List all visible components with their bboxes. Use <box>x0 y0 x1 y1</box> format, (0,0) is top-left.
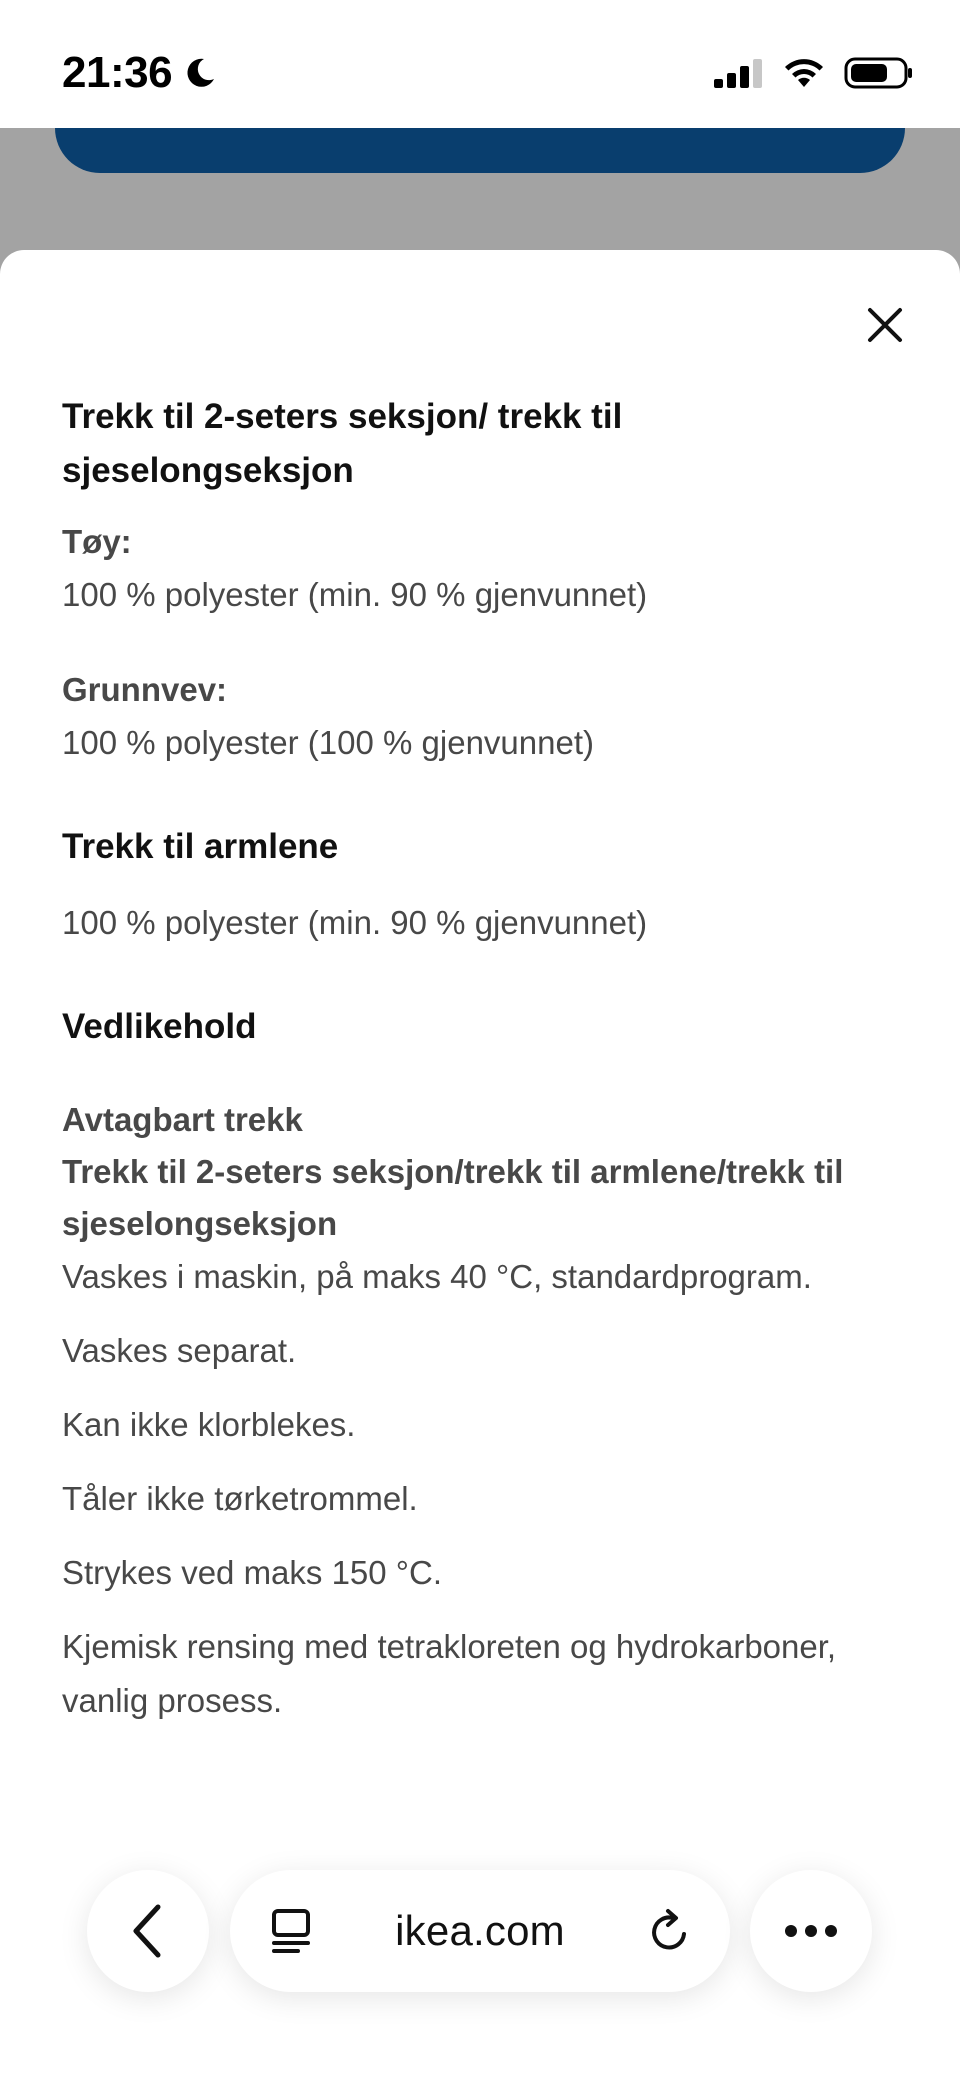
status-time-group <box>62 48 218 98</box>
status-icons <box>714 56 914 90</box>
armrest-value: 100 % polyester (min. 90 % gjenvunnet) <box>62 904 648 941</box>
armrest-heading: Trekk til armlene <box>62 827 339 866</box>
reload-icon[interactable] <box>646 1908 694 1961</box>
product-details-sheet <box>0 250 960 2079</box>
fabric-value: 100 % polyester (min. 90 % gjenvunnet) <box>62 576 648 613</box>
chevron-left-icon <box>128 1903 168 1959</box>
care-subheading-covers: Trekk til 2-seters seksjon/trekk til armlene/trekk til sjeselongseksjon <box>62 1153 844 1242</box>
care-item: Tåler ikke tørketrommel. <box>62 1480 418 1517</box>
more-button[interactable] <box>750 1870 872 1992</box>
fabric-label: Tøy: <box>62 523 132 560</box>
section-title: Trekk til 2-seters seksjon/ trekk til sjeselongseksjon <box>62 397 623 490</box>
care-item: Kan ikke klorblekes. <box>62 1406 356 1443</box>
reader-mode-icon[interactable] <box>270 1908 314 1959</box>
status-bar <box>0 0 960 128</box>
base-fabric-label: Grunnvev: <box>62 671 228 708</box>
moon-icon <box>182 55 218 91</box>
care-subheading-removable: Avtagbart trekk <box>62 1101 303 1138</box>
care-heading: Vedlikehold <box>62 1007 257 1046</box>
page-primary-button <box>55 128 905 173</box>
wifi-icon <box>782 57 826 89</box>
more-icon <box>784 1924 838 1938</box>
status-time: 21:36 <box>62 48 173 97</box>
back-button[interactable] <box>87 1870 209 1992</box>
care-item: Vaskes i maskin, på maks 40 °C, standardprogram. <box>62 1258 812 1295</box>
base-fabric-value: 100 % polyester (100 % gjenvunnet) <box>62 724 594 761</box>
sheet-content <box>62 390 902 1728</box>
browser-toolbar <box>0 1860 960 2079</box>
care-item: Kjemisk rensing med tetrakloreten og hydrokarboner, vanlig prosess. <box>62 1628 837 1719</box>
close-icon <box>867 307 903 343</box>
close-button[interactable] <box>850 290 920 360</box>
care-item: Strykes ved maks 150 °C. <box>62 1554 442 1591</box>
url-text[interactable]: ikea.com <box>395 1907 565 1954</box>
cellular-signal-icon <box>714 58 764 88</box>
care-item: Vaskes separat. <box>62 1332 297 1369</box>
battery-icon <box>844 56 914 90</box>
address-bar[interactable] <box>230 1870 730 1992</box>
